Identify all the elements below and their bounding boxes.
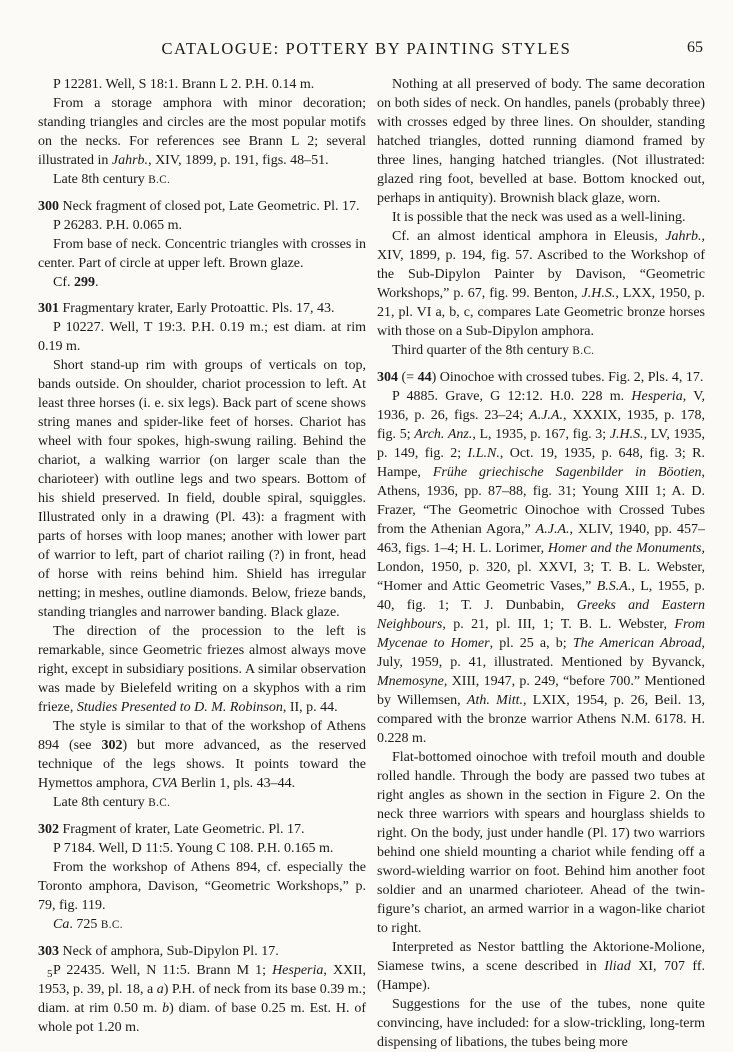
body-paragraph — [38, 961, 366, 1037]
catalogue-entry-heading — [38, 197, 366, 216]
italic-text: Hesperia — [631, 389, 683, 404]
body-paragraph — [38, 318, 366, 356]
body-paragraph — [38, 216, 366, 235]
italic-text: Iliad — [604, 959, 631, 974]
text: Late 8th century — [53, 172, 149, 187]
text: Fragmentary krater, Early Protoattic. Pls. 17, 43. — [59, 301, 335, 316]
text: , V, 1936, p. 26, figs. 23–24; — [377, 389, 705, 423]
text: Neck of amphora, Sub-Dipylon Pl. 17. — [59, 944, 279, 959]
text: The style is similar to that of the workshop of Athens 894 (see — [38, 719, 366, 753]
text: Suggestions for the use of the tubes, none quite convincing, have included: for a slow-trickling, long-term dispensing of libations, the tubes being more — [377, 997, 705, 1050]
text: , L, 1955, p. 40, fig. 1; T. J. Dunbabin, — [377, 579, 705, 613]
page-title: CATALOGUE: POTTERY BY PAINTING STYLES — [161, 39, 572, 58]
italic-text: A.J.A. — [535, 522, 570, 537]
right-column — [377, 75, 705, 1052]
catalogue-entry-heading — [38, 299, 366, 318]
body-paragraph — [377, 341, 705, 361]
text: , London, 1950, p. 320, pl. XXVI, 3; T. B. L. Webster, “Homer and Attic Geometric Vases,” — [377, 541, 705, 594]
italic-text: Hesperia — [272, 963, 324, 978]
italic-text: Greeks and Eastern Neighbours — [377, 598, 705, 632]
text: P 12281. Well, S 18:1. Brann L 2. P.H. 0.14 m. — [53, 77, 315, 92]
body-paragraph — [38, 858, 366, 915]
body-paragraph — [38, 94, 366, 170]
bold-text: 300 — [38, 199, 59, 214]
text: Late 8th century — [53, 795, 149, 810]
italic-text: I.L.N. — [467, 446, 500, 461]
text: . 725 — [69, 917, 101, 932]
body-paragraph — [377, 748, 705, 938]
italic-text: From Mycenae to Homer — [377, 617, 705, 651]
italic-text: Jahrb. — [665, 229, 702, 244]
text: Cf. an almost identical amphora in Eleusis, — [392, 229, 666, 244]
italic-text: CVA — [151, 776, 178, 791]
body-paragraph — [38, 717, 366, 793]
italic-text: Ath. Mitt. — [466, 693, 523, 708]
body-paragraph — [377, 227, 705, 341]
text: Cf. — [53, 275, 74, 290]
body-paragraph — [38, 622, 366, 717]
text: From a storage amphora with minor decoration; standing triangles and circles are the most popular motifs on the necks. For references see Brann L 2; several illustrated in — [38, 96, 366, 168]
text: , LXX, 1950, p. 21, pl. VI a, b, c, compares Late Geometric bronze horses with those on a Sub-Dipylon amphora. — [377, 286, 705, 339]
bold-text: 302 — [101, 738, 123, 753]
body-paragraph — [38, 793, 366, 813]
italic-text: B.S.A. — [596, 579, 632, 594]
text: P 26283. P.H. 0.065 m. — [53, 218, 183, 233]
italic-text: The American Abroad — [572, 636, 702, 651]
text: , LV, 1935, p. 149, fig. 2; — [377, 427, 705, 461]
bold-text: 302 — [38, 822, 59, 837]
body-paragraph — [377, 938, 705, 995]
catalogue-entry-heading — [38, 820, 366, 839]
italic-text: a — [156, 982, 164, 997]
body-paragraph — [377, 75, 705, 208]
text: , L, 1935, p. 167, fig. 3; — [472, 427, 610, 442]
text: It is possible that the neck was used as a well-lining. — [392, 210, 686, 225]
text: ) but more advanced, as the reserved technique of the legs shows. It points toward the Hymettos amphora, — [38, 738, 366, 791]
text: P 22435. Well, N 11:5. Brann M 1; — [53, 963, 273, 978]
text-columns — [0, 75, 733, 1052]
body-paragraph — [38, 915, 366, 935]
text: Berlin 1, pls. 43–44. — [177, 776, 296, 791]
text: , XIII, 1947, p. 249, “before 700.” Mentioned by Willemsen, — [377, 674, 705, 708]
text: Neck fragment of closed pot, Late Geometric. Pl. 17. — [59, 199, 360, 214]
smallcaps-text: B.C. — [148, 174, 171, 186]
body-paragraph — [38, 170, 366, 190]
text: Short stand-up rim with groups of verticals on top, bands outside. On shoulder, chariot procession to left. At least three horses (i. e. six legs). Back part of scene shows string manes and spider-like feet of horses. Chariot has wheel with four spokes, high-swung railing. Behind the chariot, a walking warrior (on larger scale than the charioteer) with outline legs and two spears. Bottom of his shield preserved. In field, double spiral, squiggles. Illustrated only in a drawing (Pl. 43): a fragment with parts of horses with loop manes; another with lower part of warrior to left, part of chariot railing (?) in front, head of horse with reins behind him. Shield has irregular netting; in meshes, outline diamonds. Below, frieze bands, standing triangles and narrower banding. Black glaze. — [38, 358, 366, 620]
text: XI, 707 ff. (Hampe). — [377, 959, 706, 993]
text: The direction of the procession to the left is remarkable, since Geometric friezes almost always move right, except in subsidiary positions. A similar observation was made by Bielefeld writing on a skyphos with a rim frieze, — [38, 624, 366, 715]
smallcaps-text: B.C. — [572, 345, 595, 357]
italic-text: b — [162, 1001, 170, 1016]
italic-text: Arch. Anz. — [414, 427, 473, 442]
bold-text: 44 — [417, 370, 432, 385]
text: Interpreted as Nestor battling the Aktorione-Molione, Siamese twins, a scene described in — [377, 940, 705, 974]
text: (= — [398, 370, 418, 385]
left-column — [38, 75, 366, 1052]
italic-text: Studies Presented to D. M. Robinson — [76, 700, 283, 715]
text: ) diam. of base 0.25 m. Est. H. of whole pot 1.20 m. — [38, 1001, 366, 1035]
running-head — [0, 0, 733, 61]
smallcaps-text: B.C. — [148, 797, 171, 809]
text: , Oct. 19, 1935, p. 648, fig. 3; R. Hampe, — [377, 446, 705, 480]
bold-text: 304 — [377, 370, 398, 385]
text: , II, p. 44. — [282, 700, 338, 715]
bold-text: 299 — [74, 275, 95, 290]
italic-text: Mnemosyne — [377, 674, 444, 689]
text: , XIV, 1899, p. 191, figs. 48–51. — [148, 153, 329, 168]
text: , XIV, 1899, p. 194, fig. 57. Ascribed to the Workshop of the Sub-Dipylon Painter by Davison, “Geometric Workshops,” p. 67, fig. 99. Benton, — [377, 229, 705, 301]
italic-text: A.J.A. — [529, 408, 563, 423]
catalogue-entry-heading — [377, 368, 705, 387]
text: From base of neck. Concentric triangles with crosses in center. Part of circle at upper left. Brown glaze. — [38, 237, 366, 271]
text: P 4885. Grave, G 12:12. H.0. 228 m. — [392, 389, 632, 404]
text: Third quarter of the 8th century — [392, 343, 573, 358]
body-paragraph — [38, 273, 366, 292]
italic-text: Jahrb. — [111, 153, 149, 168]
body-paragraph — [38, 75, 366, 94]
text: P 10227. Well, T 19:3. P.H. 0.19 m.; est diam. at rim 0.19 m. — [38, 320, 366, 354]
text: ) P.H. of neck from its base 0.39 m.; diam. at rim 0.50 m. — [38, 982, 366, 1016]
smallcaps-text: B.C. — [100, 919, 123, 931]
text: , XLIV, 1940, pp. 457–463, figs. 1–4; H. L. Lorimer, — [377, 522, 705, 556]
text: Fragment of krater, Late Geometric. Pl. 17. — [59, 822, 305, 837]
text: , XXXIX, 1935, p. 178, fig. 5; — [377, 408, 705, 442]
bold-text: 303 — [38, 944, 59, 959]
text: , Athens, 1936, pp. 87–88, fig. 31; Young XIII 1; A. D. Frazer, “The Geometric Oinochoe with Crossed Tubes from the Athenian Agora,” — [377, 465, 705, 537]
page-number: 65 — [687, 39, 703, 56]
text: Nothing at all preserved of body. The same decoration on both sides of neck. On handles, panels (probably three) with crosses edged by three lines. On shoulder, standing hatched triangles, dotted running diamond framed by three lines, hanging hatched triangles. (Not illustrated: glazed ring foot, bevelled at base. Bottom knocked out, perhaps in antiquity). Brownish black glaze, worn. — [377, 77, 705, 206]
italic-text: J.H.S. — [609, 427, 644, 442]
body-paragraph — [377, 387, 705, 748]
text: P 7184. Well, D 11:5. Young C 108. P.H. 0.165 m. — [53, 841, 334, 856]
signature-mark: 5 — [47, 968, 53, 980]
body-paragraph — [38, 235, 366, 273]
text: Flat-bottomed oinochoe with trefoil mouth and double rolled handle. Through the body are passed two tubes at right angles as shown in the section in Figure 2. On the neck three warriors with spears and hourglass shields to right. On the body, just under handle (Pl. 17) two warriors behind one shield mounting a chariot while fending off a sword-wielding warrior on foot. Behind him another foot soldier and an unarmed charioteer. Ahead of the twin-figure’s chariot, an armed warrior in a wagon-like chariot to right. — [377, 750, 705, 936]
italic-text: Homer and the Monuments — [547, 541, 702, 556]
text: From the workshop of Athens 894, cf. especially the Toronto amphora, Davison, “Geometric Workshops,” p. 79, fig. 119. — [38, 860, 366, 913]
text: , XXII, 1953, p. 39, pl. 18, a — [38, 963, 366, 997]
body-paragraph — [38, 356, 366, 622]
text: , July, 1959, p. 41, illustrated. Mentioned by Byvanck, — [377, 636, 706, 670]
italic-text: Ca — [53, 917, 70, 932]
text: , p. 21, pl. III, 1; T. B. L. Webster, — [442, 617, 675, 632]
italic-text: J.H.S. — [581, 286, 616, 301]
body-paragraph — [377, 208, 705, 227]
body-paragraph — [38, 839, 366, 858]
text: , LXIX, 1954, p. 26, Beil. 13, compared with the bronze warrior Athens N.M. 6178. H. 0.228 m. — [377, 693, 705, 746]
text: . — [95, 275, 99, 290]
italic-text: Frühe griechische Sagenbilder in Böotien — [432, 465, 702, 480]
catalogue-entry-heading — [38, 942, 366, 961]
text: ) Oinochoe with crossed tubes. Fig. 2, Pls. 4, 17. — [431, 370, 704, 385]
text: , pl. 25 a, b; — [489, 636, 573, 651]
bold-text: 301 — [38, 301, 59, 316]
